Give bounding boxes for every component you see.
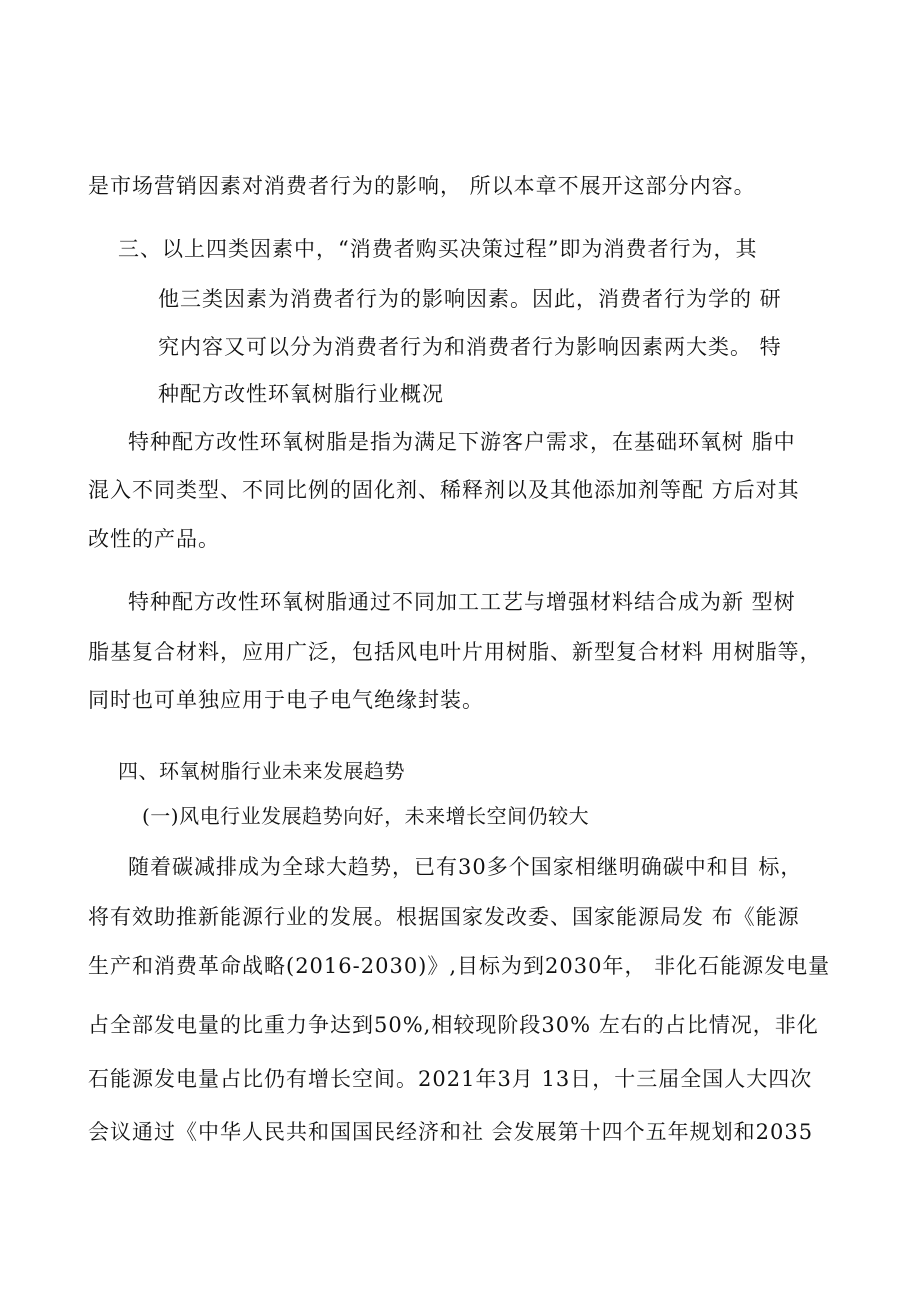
- list-item-3-line-3: 究内容又可以分为消费者行为和消费者行为影响因素两大类。 特: [158, 335, 782, 359]
- paragraph-1-line-1: 特种配方改性环氧树脂是指为满足下游客户需求，在基础环氧树 脂中: [128, 430, 796, 454]
- list-item-3-line-2: 他三类因素为消费者行为的影响因素。因此，消费者行为学的 研: [158, 287, 782, 311]
- paragraph-2-line-1: 特种配方改性环氧树脂通过不同加工工艺与增强材料结合成为新 型树: [128, 590, 796, 614]
- paragraph-2-line-3: 同时也可单独应用于电子电气绝缘封装。: [88, 688, 484, 712]
- paragraph-3-line-6: 会议通过《中华人民共和国国民经济和社 会发展第十四个五年规划和2035: [88, 1120, 814, 1144]
- section-heading: 种配方改性环氧树脂行业概况: [158, 382, 444, 406]
- text-line-1: 是市场营销因素对消费者行为的影响， 所以本章不展开这部分内容。: [88, 174, 756, 198]
- paragraph-3-line-2: 将有效助推新能源行业的发展。根据国家发改委、国家能源局发 布《能源: [88, 905, 800, 929]
- list-item-3-line-1: 三、以上四类因素中，“消费者购买决策过程”即为消费者行为，其: [118, 237, 758, 261]
- paragraph-2-line-2: 脂基复合材料，应用广泛，包括风电叶片用树脂、新型复合材料 用树脂等，: [88, 640, 822, 664]
- paragraph-1-line-3: 改性的产品。: [88, 527, 220, 551]
- paragraph-3-line-4: 占全部发电量的比重力争达到50%,相较现阶段30% 左右的占比情况，非化: [88, 1013, 819, 1037]
- subsection-1-heading: (一)风电行业发展趋势向好，未来增长空间仍较大: [142, 804, 590, 828]
- paragraph-1-line-2: 混入不同类型、不同比例的固化剂、稀释剂以及其他添加剂等配 方后对其: [88, 478, 800, 502]
- paragraph-3-line-3: 生产和消费革命战略(2016-2030)》,目标为到2030年， 非化石能源发电量: [88, 954, 831, 978]
- paragraph-3-line-5: 石能源发电量占比仍有增长空间。2021年3月 13日，十三届全国人大四次: [88, 1067, 813, 1091]
- section-4-heading: 四、环氧树脂行业未来发展趋势: [118, 759, 405, 783]
- paragraph-3-line-1: 随着碳减排成为全球大趋势，已有30多个国家相继明确碳中和目 标，: [128, 855, 803, 879]
